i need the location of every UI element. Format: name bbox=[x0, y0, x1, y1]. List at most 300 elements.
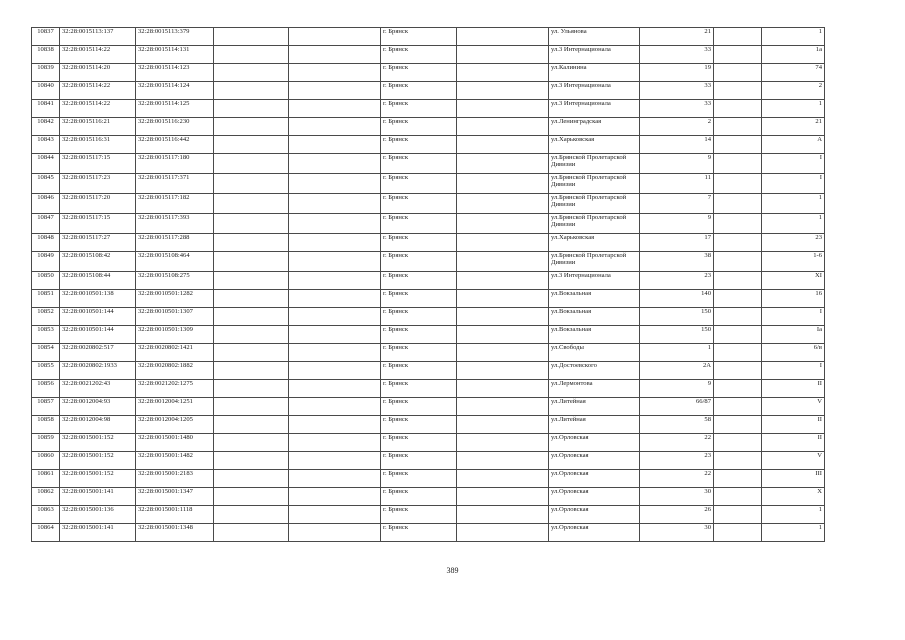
cell-cadastral-parcel: 32:28:0012004:93 bbox=[60, 398, 136, 416]
page-number: 389 bbox=[446, 566, 459, 575]
cell-empty bbox=[289, 82, 381, 100]
cell-empty bbox=[457, 416, 549, 434]
cell-cadastral-parcel: 32:28:0012004:98 bbox=[60, 416, 136, 434]
cell-empty bbox=[289, 434, 381, 452]
cell-empty bbox=[457, 308, 549, 326]
cell-cadastral-object: 32:28:0015117:393 bbox=[136, 214, 214, 234]
register-table bbox=[31, 27, 825, 542]
cell-empty bbox=[289, 326, 381, 344]
cell-street: ул.Харьковская bbox=[549, 136, 640, 154]
cell-empty bbox=[289, 234, 381, 252]
table-row bbox=[32, 234, 825, 252]
cell-empty bbox=[289, 380, 381, 398]
cell-number: 10856 bbox=[32, 380, 60, 398]
cell-city: г. Брянск bbox=[381, 452, 457, 470]
cell-empty bbox=[214, 118, 289, 136]
cell-empty bbox=[289, 470, 381, 488]
cell-city: г. Брянск bbox=[381, 380, 457, 398]
cell-empty bbox=[714, 64, 762, 82]
cell-street: ул.Брянской Пролетарской Дивизии bbox=[549, 252, 640, 272]
cell-street: ул. Ульянова bbox=[549, 28, 640, 46]
cell-empty bbox=[714, 416, 762, 434]
cell-empty bbox=[714, 290, 762, 308]
cell-street: ул.3 Интернационала bbox=[549, 82, 640, 100]
cell-street: ул.Брянской Пролетарской Дивизии bbox=[549, 154, 640, 174]
cell-empty bbox=[289, 154, 381, 174]
cell-empty bbox=[289, 362, 381, 380]
cell-empty bbox=[457, 380, 549, 398]
cell-city: г. Брянск bbox=[381, 154, 457, 174]
cell-empty bbox=[214, 82, 289, 100]
cell-empty bbox=[214, 398, 289, 416]
cell-empty bbox=[289, 488, 381, 506]
cell-street: ул.Орловская bbox=[549, 470, 640, 488]
cell-street: ул.Брянской Пролетарской Дивизии bbox=[549, 194, 640, 214]
cell-empty bbox=[214, 154, 289, 174]
cell-cadastral-object: 32:28:0015117:180 bbox=[136, 154, 214, 174]
cell-apartment: А bbox=[762, 136, 825, 154]
cell-empty bbox=[289, 252, 381, 272]
cell-apartment: 1а bbox=[762, 46, 825, 64]
cell-empty bbox=[289, 524, 381, 542]
cell-city: г. Брянск bbox=[381, 470, 457, 488]
cell-house: 33 bbox=[640, 46, 714, 64]
cell-cadastral-parcel: 32:28:0015117:23 bbox=[60, 174, 136, 194]
cell-street: ул.Брянской Пролетарской Дивизии bbox=[549, 214, 640, 234]
cell-number: 10857 bbox=[32, 398, 60, 416]
cell-cadastral-parcel: 32:28:0015114:22 bbox=[60, 100, 136, 118]
cell-cadastral-object: 32:28:0015001:1480 bbox=[136, 434, 214, 452]
cell-cadastral-object: 32:28:0015001:1118 bbox=[136, 506, 214, 524]
cell-empty bbox=[457, 488, 549, 506]
table-row bbox=[32, 398, 825, 416]
cell-empty bbox=[714, 506, 762, 524]
cell-number: 10844 bbox=[32, 154, 60, 174]
cell-cadastral-object: 32:28:0012004:1251 bbox=[136, 398, 214, 416]
cell-street: ул.Орловская bbox=[549, 524, 640, 542]
cell-cadastral-parcel: 32:28:0015108:44 bbox=[60, 272, 136, 290]
cell-empty bbox=[457, 470, 549, 488]
cell-empty bbox=[714, 362, 762, 380]
cell-cadastral-parcel: 32:28:0015114:22 bbox=[60, 82, 136, 100]
cell-empty bbox=[457, 174, 549, 194]
cell-empty bbox=[457, 290, 549, 308]
cell-cadastral-object: 32:28:0015114:124 bbox=[136, 82, 214, 100]
cell-apartment: II bbox=[762, 380, 825, 398]
cell-city: г. Брянск bbox=[381, 398, 457, 416]
cell-cadastral-parcel: 32:28:0015116:31 bbox=[60, 136, 136, 154]
cell-cadastral-object: 32:28:0015001:1347 bbox=[136, 488, 214, 506]
cell-number: 10839 bbox=[32, 64, 60, 82]
cell-house: 14 bbox=[640, 136, 714, 154]
cell-cadastral-parcel: 32:28:0010501:138 bbox=[60, 290, 136, 308]
cell-apartment: V bbox=[762, 452, 825, 470]
cell-number: 10863 bbox=[32, 506, 60, 524]
cell-cadastral-parcel: 32:28:0015114:22 bbox=[60, 46, 136, 64]
cell-empty bbox=[714, 234, 762, 252]
cell-empty bbox=[214, 308, 289, 326]
cell-empty bbox=[457, 506, 549, 524]
cell-empty bbox=[214, 290, 289, 308]
cell-empty bbox=[714, 174, 762, 194]
cell-house: 66/87 bbox=[640, 398, 714, 416]
cell-number: 10843 bbox=[32, 136, 60, 154]
cell-house: 30 bbox=[640, 488, 714, 506]
cell-house: 150 bbox=[640, 326, 714, 344]
cell-empty bbox=[457, 452, 549, 470]
cell-empty bbox=[457, 82, 549, 100]
cell-empty bbox=[714, 82, 762, 100]
cell-street: ул.Вокзальная bbox=[549, 308, 640, 326]
table-row bbox=[32, 434, 825, 452]
cell-number: 10858 bbox=[32, 416, 60, 434]
cell-number: 10847 bbox=[32, 214, 60, 234]
table-row bbox=[32, 290, 825, 308]
cell-house: 1 bbox=[640, 344, 714, 362]
cell-cadastral-object: 32:28:0010501:1309 bbox=[136, 326, 214, 344]
cell-cadastral-object: 32:28:0015001:1348 bbox=[136, 524, 214, 542]
cell-house: 2 bbox=[640, 118, 714, 136]
cell-empty bbox=[457, 194, 549, 214]
cell-apartment: Iа bbox=[762, 326, 825, 344]
table-row bbox=[32, 416, 825, 434]
cell-cadastral-object: 32:28:0015108:275 bbox=[136, 272, 214, 290]
cell-street: ул.Харьковская bbox=[549, 234, 640, 252]
cell-empty bbox=[289, 398, 381, 416]
cell-street: ул.Вокзальная bbox=[549, 290, 640, 308]
cell-apartment: 2 bbox=[762, 82, 825, 100]
cell-cadastral-object: 32:28:0015114:131 bbox=[136, 46, 214, 64]
cell-empty bbox=[289, 344, 381, 362]
cell-empty bbox=[214, 100, 289, 118]
cell-apartment: 1 bbox=[762, 506, 825, 524]
cell-city: г. Брянск bbox=[381, 194, 457, 214]
cell-house: 7 bbox=[640, 194, 714, 214]
table-row bbox=[32, 344, 825, 362]
cell-street: ул.Орловская bbox=[549, 434, 640, 452]
cell-empty bbox=[457, 214, 549, 234]
cell-empty bbox=[714, 326, 762, 344]
cell-cadastral-parcel: 32:28:0015114:20 bbox=[60, 64, 136, 82]
cell-empty bbox=[214, 416, 289, 434]
cell-empty bbox=[714, 28, 762, 46]
cell-empty bbox=[457, 362, 549, 380]
cell-city: г. Брянск bbox=[381, 100, 457, 118]
cell-street: ул.Свободы bbox=[549, 344, 640, 362]
cell-house: 22 bbox=[640, 470, 714, 488]
cell-empty bbox=[214, 524, 289, 542]
cell-empty bbox=[714, 214, 762, 234]
cell-city: г. Брянск bbox=[381, 118, 457, 136]
cell-cadastral-object: 32:28:0010501:1282 bbox=[136, 290, 214, 308]
cell-empty bbox=[289, 118, 381, 136]
cell-empty bbox=[714, 46, 762, 64]
cell-empty bbox=[714, 118, 762, 136]
cell-cadastral-object: 32:28:0015001:1482 bbox=[136, 452, 214, 470]
cell-empty bbox=[714, 488, 762, 506]
cell-cadastral-object: 32:28:0015001:2183 bbox=[136, 470, 214, 488]
cell-empty bbox=[214, 452, 289, 470]
cell-apartment: 1 bbox=[762, 214, 825, 234]
cell-house: 26 bbox=[640, 506, 714, 524]
table-row bbox=[32, 506, 825, 524]
cell-house: 2А bbox=[640, 362, 714, 380]
cell-apartment: I bbox=[762, 174, 825, 194]
cell-house: 9 bbox=[640, 214, 714, 234]
cell-empty bbox=[214, 470, 289, 488]
cell-cadastral-parcel: 32:28:0021202:43 bbox=[60, 380, 136, 398]
table-row bbox=[32, 488, 825, 506]
cell-apartment: 21 bbox=[762, 118, 825, 136]
cell-empty bbox=[214, 362, 289, 380]
cell-city: г. Брянск bbox=[381, 344, 457, 362]
cell-city: г. Брянск bbox=[381, 308, 457, 326]
cell-number: 10840 bbox=[32, 82, 60, 100]
cell-cadastral-parcel: 32:28:0015108:42 bbox=[60, 252, 136, 272]
cell-number: 10841 bbox=[32, 100, 60, 118]
cell-city: г. Брянск bbox=[381, 46, 457, 64]
cell-number: 10854 bbox=[32, 344, 60, 362]
cell-city: г. Брянск bbox=[381, 214, 457, 234]
cell-city: г. Брянск bbox=[381, 28, 457, 46]
cell-street: ул.Литейная bbox=[549, 398, 640, 416]
cell-number: 10853 bbox=[32, 326, 60, 344]
table-row bbox=[32, 46, 825, 64]
cell-empty bbox=[714, 252, 762, 272]
cell-apartment: 16 bbox=[762, 290, 825, 308]
cell-empty bbox=[457, 252, 549, 272]
cell-empty bbox=[457, 154, 549, 174]
cell-city: г. Брянск bbox=[381, 362, 457, 380]
cell-number: 10859 bbox=[32, 434, 60, 452]
cell-cadastral-object: 32:28:0020802:1882 bbox=[136, 362, 214, 380]
cell-cadastral-object: 32:28:0015117:288 bbox=[136, 234, 214, 252]
cell-cadastral-object: 32:28:0015117:371 bbox=[136, 174, 214, 194]
cell-empty bbox=[457, 272, 549, 290]
cell-empty bbox=[214, 234, 289, 252]
cell-apartment: V bbox=[762, 398, 825, 416]
cell-apartment: II bbox=[762, 434, 825, 452]
cell-empty bbox=[289, 290, 381, 308]
cell-empty bbox=[457, 234, 549, 252]
cell-cadastral-parcel: 32:28:0015001:141 bbox=[60, 524, 136, 542]
cell-empty bbox=[214, 326, 289, 344]
cell-cadastral-parcel: 32:28:0015117:20 bbox=[60, 194, 136, 214]
cell-apartment: 74 bbox=[762, 64, 825, 82]
cell-empty bbox=[714, 344, 762, 362]
cell-empty bbox=[214, 174, 289, 194]
cell-empty bbox=[714, 100, 762, 118]
cell-street: ул.Достоевского bbox=[549, 362, 640, 380]
cell-street: ул.Орловская bbox=[549, 488, 640, 506]
cell-empty bbox=[289, 272, 381, 290]
cell-number: 10842 bbox=[32, 118, 60, 136]
cell-number: 10848 bbox=[32, 234, 60, 252]
cell-empty bbox=[289, 506, 381, 524]
cell-cadastral-parcel: 32:28:0015117:15 bbox=[60, 154, 136, 174]
cell-cadastral-parcel: 32:28:0010501:144 bbox=[60, 326, 136, 344]
cell-cadastral-parcel: 32:28:0020802:517 bbox=[60, 344, 136, 362]
cell-empty bbox=[714, 308, 762, 326]
cell-house: 33 bbox=[640, 100, 714, 118]
cell-street: ул.3 Интернационала bbox=[549, 46, 640, 64]
cell-empty bbox=[214, 380, 289, 398]
table-row bbox=[32, 252, 825, 272]
cell-street: ул.Вокзальная bbox=[549, 326, 640, 344]
cell-cadastral-parcel: 32:28:0020802:1933 bbox=[60, 362, 136, 380]
cell-empty bbox=[289, 64, 381, 82]
cell-cadastral-parcel: 32:28:0015001:152 bbox=[60, 452, 136, 470]
cell-empty bbox=[714, 272, 762, 290]
cell-empty bbox=[214, 272, 289, 290]
cell-street: ул.3 Интернационала bbox=[549, 272, 640, 290]
cell-empty bbox=[714, 136, 762, 154]
cell-cadastral-object: 32:28:0015114:123 bbox=[136, 64, 214, 82]
cell-apartment: 1 bbox=[762, 28, 825, 46]
cell-house: 21 bbox=[640, 28, 714, 46]
table-row bbox=[32, 82, 825, 100]
table-row bbox=[32, 308, 825, 326]
table-row bbox=[32, 362, 825, 380]
cell-empty bbox=[714, 470, 762, 488]
cell-empty bbox=[714, 154, 762, 174]
cell-empty bbox=[214, 488, 289, 506]
cell-empty bbox=[214, 434, 289, 452]
cell-number: 10845 bbox=[32, 174, 60, 194]
table-row bbox=[32, 272, 825, 290]
cell-cadastral-parcel: 32:28:0015116:21 bbox=[60, 118, 136, 136]
cell-empty bbox=[457, 46, 549, 64]
cell-empty bbox=[214, 214, 289, 234]
cell-apartment: 1 bbox=[762, 100, 825, 118]
cell-city: г. Брянск bbox=[381, 252, 457, 272]
cell-cadastral-parcel: 32:28:0015117:15 bbox=[60, 214, 136, 234]
cell-street: ул.Лермонтова bbox=[549, 380, 640, 398]
cell-number: 10855 bbox=[32, 362, 60, 380]
cell-apartment: X bbox=[762, 488, 825, 506]
cell-street: ул.Орловская bbox=[549, 452, 640, 470]
cell-number: 10862 bbox=[32, 488, 60, 506]
cell-cadastral-object: 32:28:0015108:464 bbox=[136, 252, 214, 272]
cell-empty bbox=[457, 136, 549, 154]
cell-cadastral-object: 32:28:0015116:442 bbox=[136, 136, 214, 154]
cell-number: 10850 bbox=[32, 272, 60, 290]
cell-cadastral-parcel: 32:28:0010501:144 bbox=[60, 308, 136, 326]
cell-city: г. Брянск bbox=[381, 326, 457, 344]
table-row bbox=[32, 118, 825, 136]
table-row bbox=[32, 326, 825, 344]
table-row bbox=[32, 154, 825, 174]
cell-empty bbox=[714, 524, 762, 542]
table-row bbox=[32, 136, 825, 154]
cell-empty bbox=[289, 214, 381, 234]
cell-empty bbox=[214, 506, 289, 524]
cell-city: г. Брянск bbox=[381, 416, 457, 434]
cell-empty bbox=[714, 398, 762, 416]
cell-empty bbox=[457, 28, 549, 46]
cell-empty bbox=[289, 308, 381, 326]
cell-empty bbox=[289, 46, 381, 64]
cell-empty bbox=[714, 434, 762, 452]
cell-cadastral-parcel: 32:28:0015001:136 bbox=[60, 506, 136, 524]
cell-apartment: 1-6 bbox=[762, 252, 825, 272]
cell-apartment: I bbox=[762, 154, 825, 174]
table-row bbox=[32, 28, 825, 46]
cell-apartment: II bbox=[762, 416, 825, 434]
table-row bbox=[32, 100, 825, 118]
cell-city: г. Брянск bbox=[381, 272, 457, 290]
cell-apartment: XI bbox=[762, 272, 825, 290]
cell-cadastral-object: 32:28:0015114:125 bbox=[136, 100, 214, 118]
cell-house: 9 bbox=[640, 154, 714, 174]
cell-city: г. Брянск bbox=[381, 64, 457, 82]
cell-street: ул.Литейная bbox=[549, 416, 640, 434]
cell-empty bbox=[289, 136, 381, 154]
cell-cadastral-object: 32:28:0020802:1421 bbox=[136, 344, 214, 362]
cell-house: 58 bbox=[640, 416, 714, 434]
table-row bbox=[32, 380, 825, 398]
table-row bbox=[32, 194, 825, 214]
cell-apartment: III bbox=[762, 470, 825, 488]
cell-cadastral-object: 32:28:0012004:1205 bbox=[136, 416, 214, 434]
cell-house: 9 bbox=[640, 380, 714, 398]
cell-city: г. Брянск bbox=[381, 524, 457, 542]
table-row bbox=[32, 452, 825, 470]
cell-empty bbox=[289, 194, 381, 214]
cell-house: 23 bbox=[640, 452, 714, 470]
cell-apartment: I bbox=[762, 308, 825, 326]
cell-house: 150 bbox=[640, 308, 714, 326]
cell-house: 22 bbox=[640, 434, 714, 452]
cell-number: 10851 bbox=[32, 290, 60, 308]
cell-empty bbox=[289, 100, 381, 118]
table-row bbox=[32, 524, 825, 542]
cell-number: 10861 bbox=[32, 470, 60, 488]
cell-empty bbox=[457, 344, 549, 362]
cell-city: г. Брянск bbox=[381, 488, 457, 506]
cell-house: 17 bbox=[640, 234, 714, 252]
cell-cadastral-parcel: 32:28:0015001:152 bbox=[60, 470, 136, 488]
cell-street: ул.Брянской Пролетарской Дивизии bbox=[549, 174, 640, 194]
cell-city: г. Брянск bbox=[381, 506, 457, 524]
cell-apartment: I bbox=[762, 362, 825, 380]
cell-apartment: 23 bbox=[762, 234, 825, 252]
cell-cadastral-parcel: 32:28:0015001:141 bbox=[60, 488, 136, 506]
cell-cadastral-parcel: 32:28:0015113:137 bbox=[60, 28, 136, 46]
cell-empty bbox=[457, 64, 549, 82]
cell-city: г. Брянск bbox=[381, 234, 457, 252]
cell-number: 10838 bbox=[32, 46, 60, 64]
cell-empty bbox=[214, 344, 289, 362]
cell-empty bbox=[289, 28, 381, 46]
cell-empty bbox=[457, 326, 549, 344]
cell-empty bbox=[214, 46, 289, 64]
table-row bbox=[32, 470, 825, 488]
cell-empty bbox=[214, 194, 289, 214]
cell-house: 140 bbox=[640, 290, 714, 308]
cell-city: г. Брянск bbox=[381, 82, 457, 100]
cell-empty bbox=[289, 452, 381, 470]
cell-cadastral-object: 32:28:0015116:230 bbox=[136, 118, 214, 136]
cell-city: г. Брянск bbox=[381, 290, 457, 308]
cell-empty bbox=[457, 434, 549, 452]
cell-empty bbox=[457, 118, 549, 136]
cell-number: 10852 bbox=[32, 308, 60, 326]
cell-apartment: 1 bbox=[762, 194, 825, 214]
cell-empty bbox=[214, 252, 289, 272]
cell-street: ул.Орловская bbox=[549, 506, 640, 524]
cell-house: 38 bbox=[640, 252, 714, 272]
